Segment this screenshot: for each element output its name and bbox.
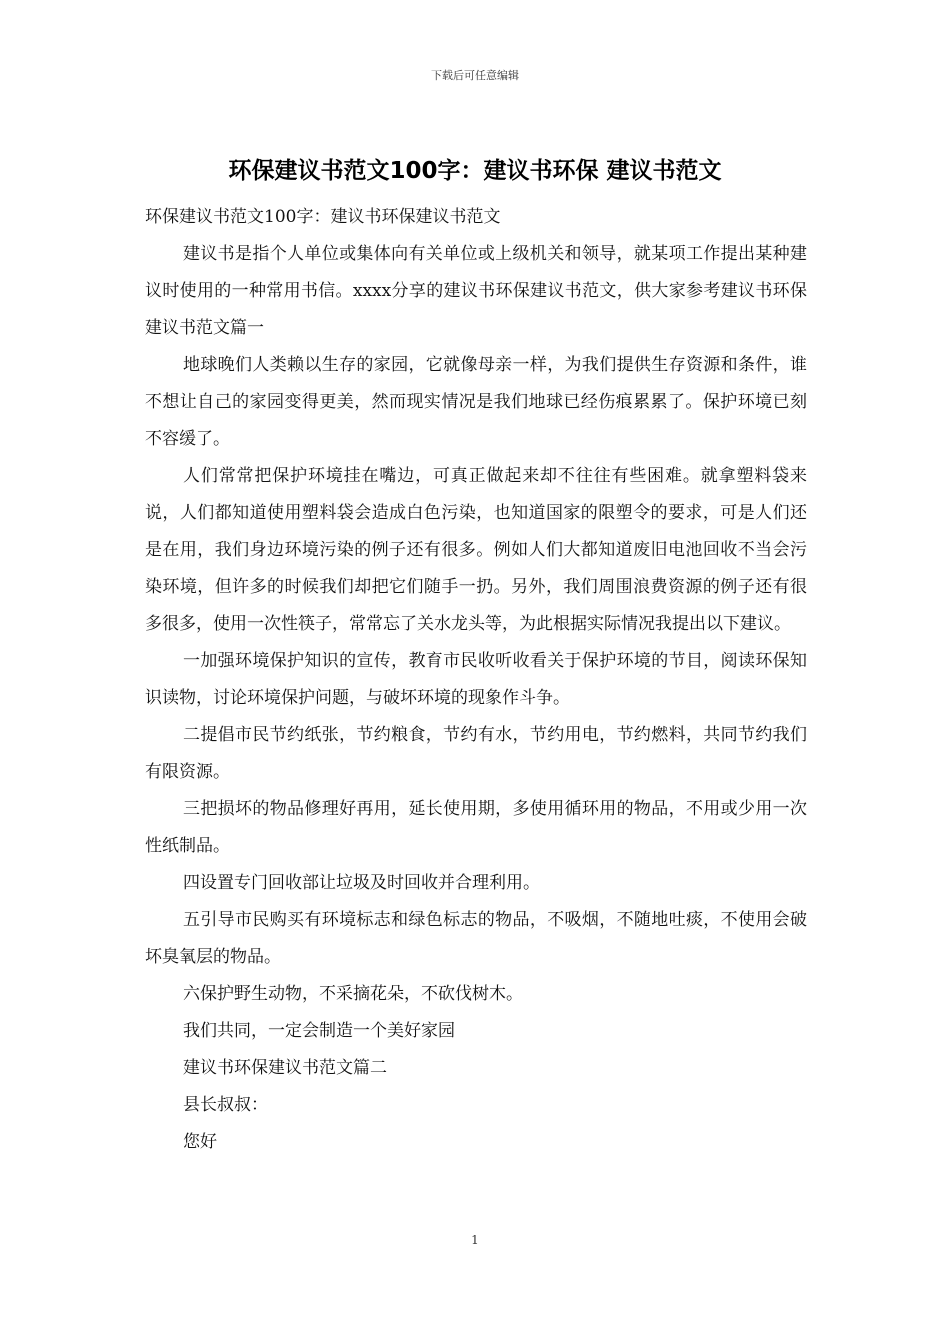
body-paragraph: 二提倡市民节约纸张，节约粮食，节约有水，节约用电，节约燃料，共同节约我们有限资源。 [145,725,807,782]
document-body [145,199,807,1161]
page-header: 下载后可任意编辑 [431,69,519,82]
body-paragraph: 我们共同，一定会制造一个美好家园 [183,1021,455,1041]
page-number: 1 [471,1233,479,1247]
subtitle-paragraph: 环保建议书范文100字：建议书环保建议书范文 [145,207,501,227]
letter-greeting: 您好 [183,1132,217,1152]
section-heading: 建议书环保建议书范文篇二 [183,1058,387,1078]
document-title: 环保建议书范文100字：建议书环保 建议书范文 [228,158,722,184]
body-paragraph: 三把损坏的物品修理好再用，延长使用期，多使用循环用的物品，不用或少用一次性纸制品。 [145,799,807,856]
body-paragraph: 地球晚们人类赖以生存的家园，它就像母亲一样，为我们提供生存资源和条件，谁不想让自己的家园变得更美，然而现实情况是我们地球已经伤痕累累了。保护环境已刻不容缓了。 [145,355,807,449]
body-paragraph: 四设置专门回收部让垃圾及时回收并合理利用。 [183,873,540,893]
body-paragraph: 一加强环境保护知识的宣传，教育市民收听收看关于保护环境的节目，阅读环保知识读物，讨论环境保护问题，与破坏环境的现象作斗争。 [145,651,807,708]
body-paragraph: 人们常常把保护环境挂在嘴边，可真正做起来却不往往有些困难。就拿塑料袋来说，人们都知道使用塑料袋会造成白色污染，也知道国家的限塑令的要求，可是人们还是在用，我们身边环境污染的例子还有很多。例如人们大都知道废旧电池回收不当会污染环境，但许多的时候我们却把它们随手一扔。另外，我们周围浪费资源的例子还有很多很多，使用一次性筷子，常常忘了关水龙头等，为此根据实际情况我提出以下建议。 [145,466,807,634]
body-paragraph: 五引导市民购买有环境标志和绿色标志的物品，不吸烟，不随地吐痰，不使用会破坏臭氧层的物品。 [145,910,807,967]
body-paragraph: 建议书是指个人单位或集体向有关单位或上级机关和领导，就某项工作提出某种建议时使用的一种常用书信。xxxx分享的建议书环保建议书范文，供大家参考建议书环保建议书范文篇一 [145,244,807,338]
letter-salutation: 县长叔叔： [183,1095,268,1115]
body-paragraph: 六保护野生动物，不采摘花朵，不砍伐树木。 [183,984,523,1004]
